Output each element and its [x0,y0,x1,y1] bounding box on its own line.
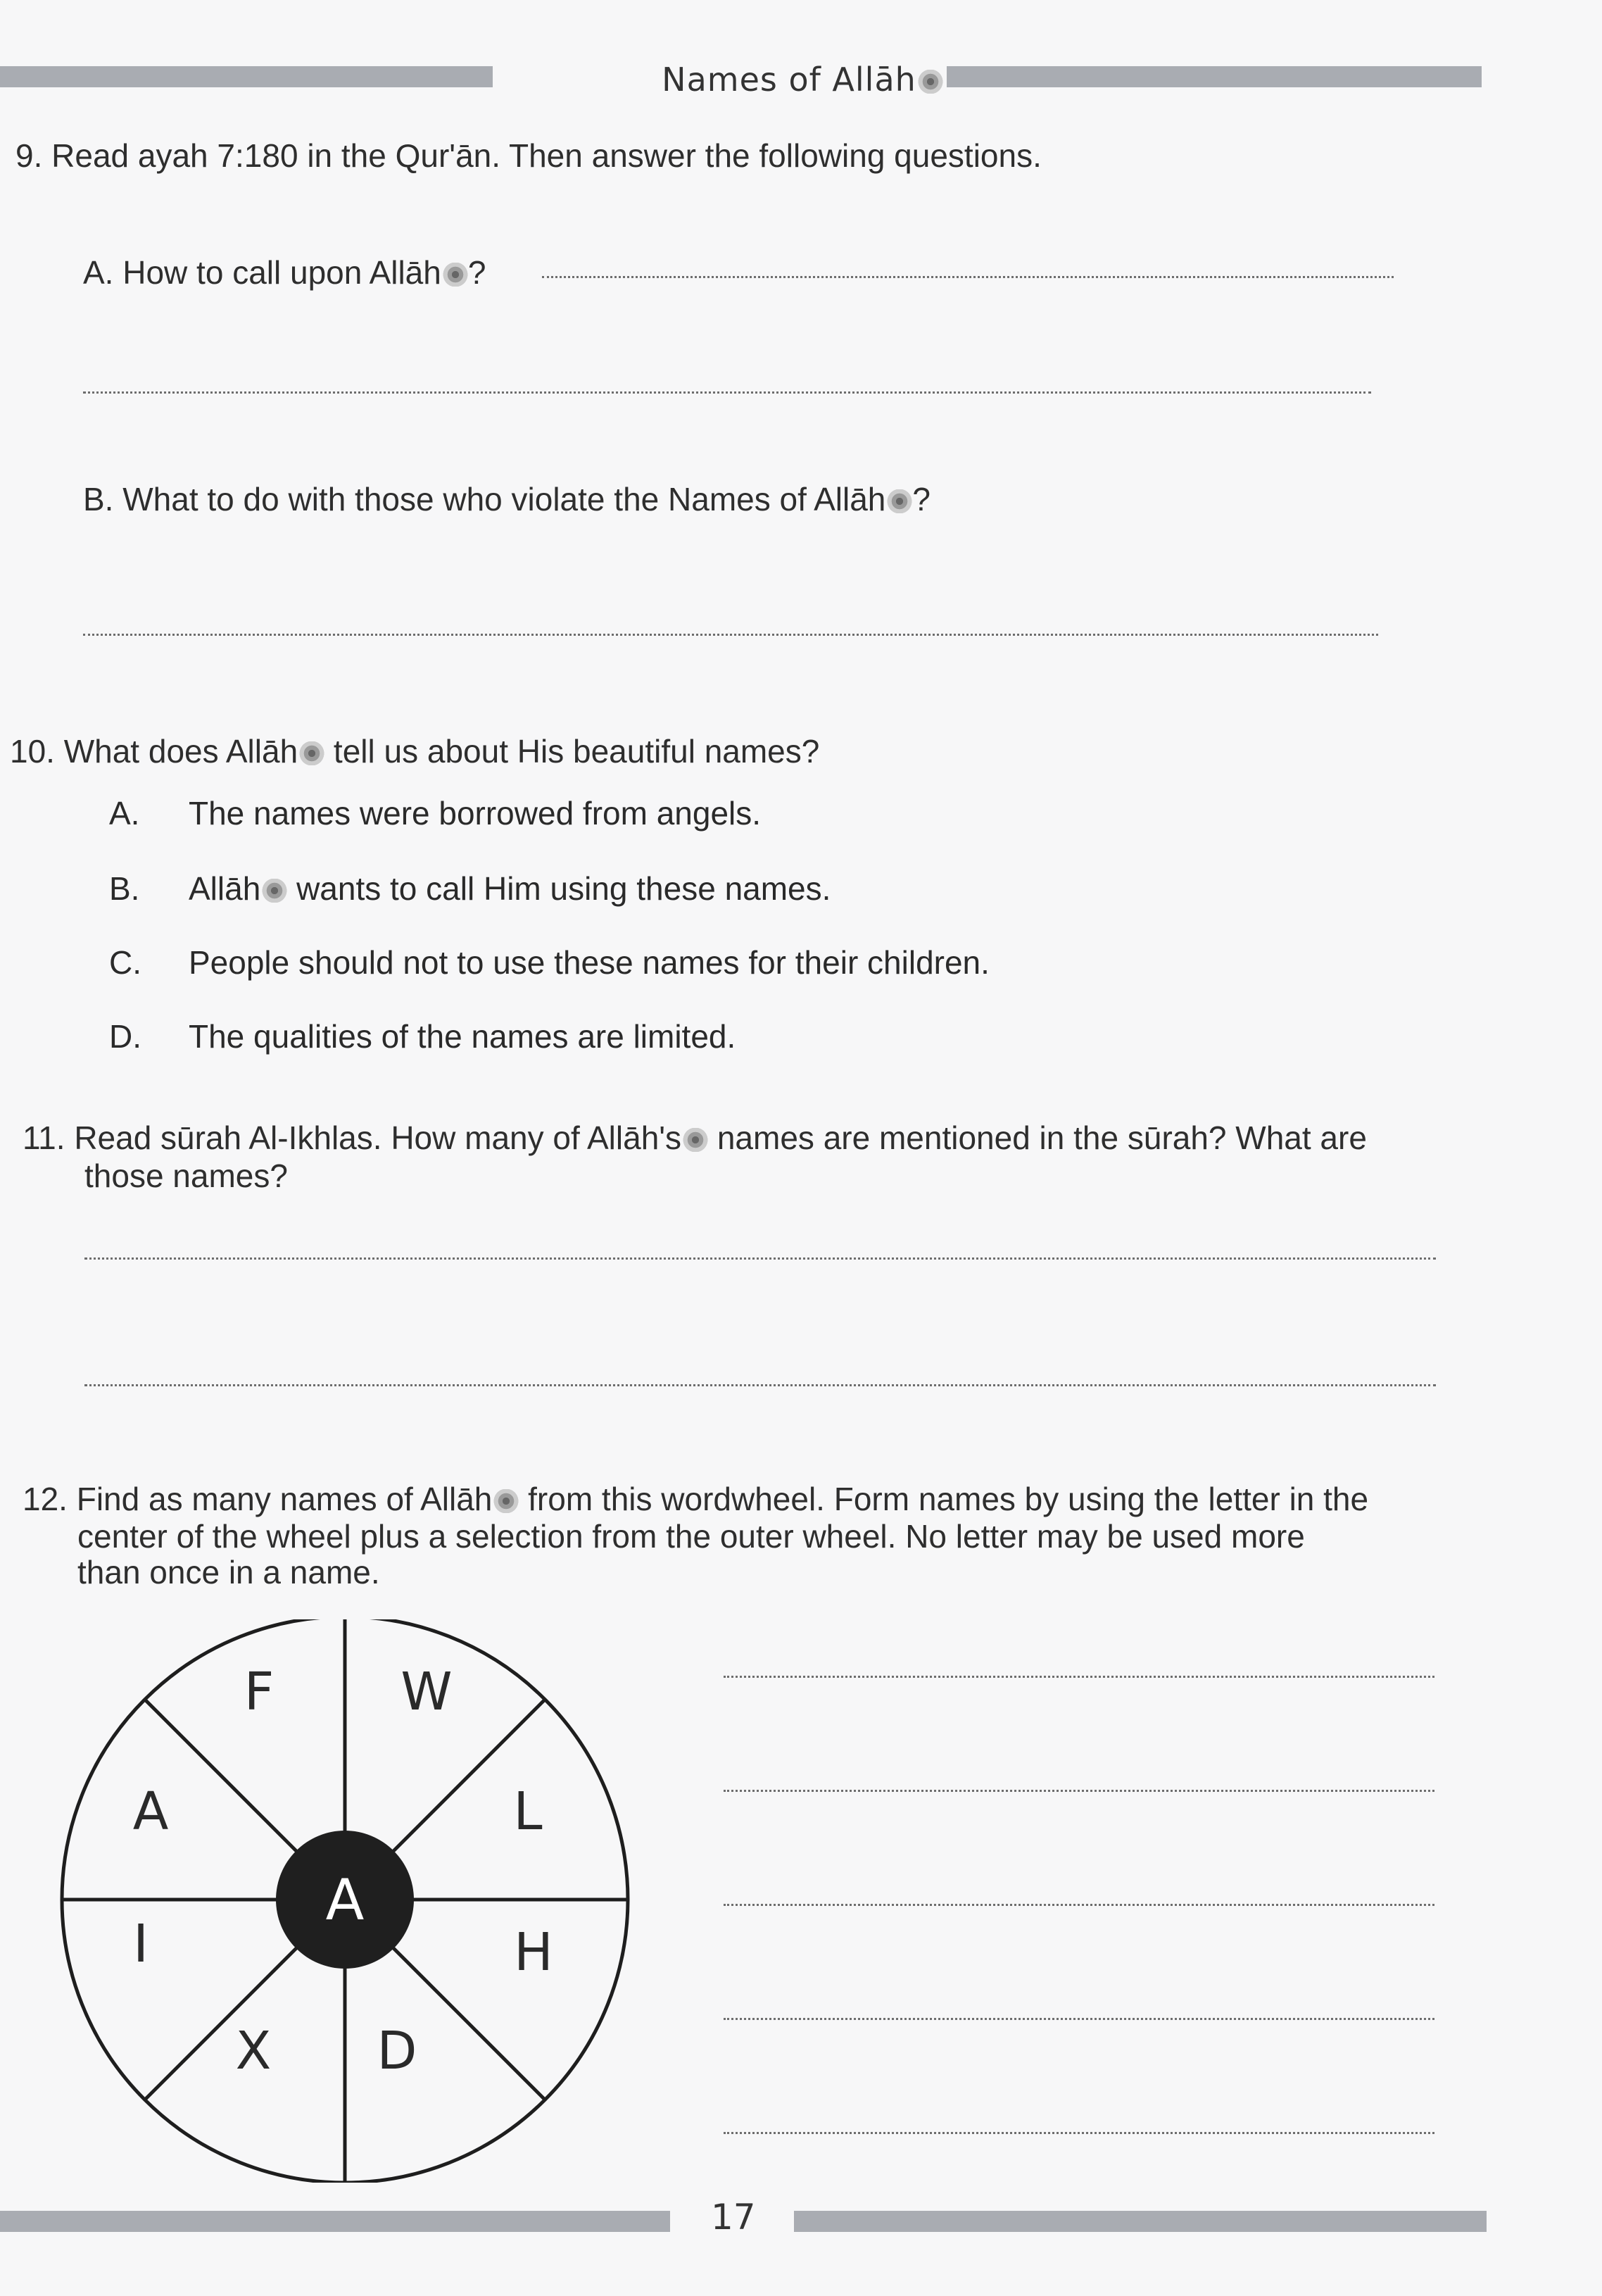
option-a-letter[interactable]: A. [109,795,140,832]
answer-line-12-2[interactable] [724,1790,1434,1792]
question-11-prompt-line2: those names? [84,1158,288,1194]
wheel-letter-i[interactable]: I [133,1914,149,1974]
header-bar-left [0,66,493,87]
answer-line-11-2[interactable] [84,1384,1436,1386]
question-9a-prompt: A. How to call upon Allāh ? [83,254,486,291]
honorific-seal-icon [683,1128,708,1152]
honorific-seal-icon [262,879,287,903]
answer-line-12-4[interactable] [724,2018,1434,2020]
page-title: Names of Allāh [493,61,1112,99]
question-9-prompt: 9. Read ayah 7:180 in the Qur'ān. Then answer the following questions. [15,137,1042,174]
option-c-text[interactable]: People should not to use these names for their children. [189,944,990,981]
question-11-prompt: 11. Read sūrah Al-Ikhlas. How many of Allāh's names are mentioned in the sūrah? What are [23,1119,1367,1156]
answer-line-9b[interactable] [83,634,1378,636]
option-a-text[interactable]: The names were borrowed from angels. [189,795,762,832]
answer-line-9a-1[interactable] [542,276,1394,278]
honorific-seal-icon [918,70,943,94]
answer-line-11-1[interactable] [84,1257,1436,1260]
question-12-prompt-line2: center of the wheel plus a selection from the outer wheel. No letter may be used more [77,1518,1305,1555]
wheel-letter-w[interactable]: W [400,1662,453,1722]
wheel-letter-h[interactable]: H [514,1922,553,1983]
answer-line-12-5[interactable] [724,2132,1434,2134]
page-number: 17 [711,2197,756,2238]
answer-line-9a-2[interactable] [83,391,1371,394]
option-c-letter[interactable]: C. [109,944,141,981]
answer-line-12-1[interactable] [724,1676,1434,1678]
option-d-text[interactable]: The qualities of the names are limited. [189,1018,736,1055]
wheel-letter-a[interactable]: A [132,1781,169,1842]
honorific-seal-icon [299,741,324,765]
option-d-letter[interactable]: D. [109,1018,141,1055]
question-12-prompt-line3: than once in a name. [77,1554,380,1591]
honorific-seal-icon [887,489,912,513]
question-9b-prompt: B. What to do with those who violate the Names of Allāh ? [83,481,931,517]
footer-bar-left [0,2211,670,2232]
wheel-letter-l[interactable]: L [513,1781,543,1842]
honorific-seal-icon [493,1489,519,1513]
wheel-letter-f[interactable]: F [244,1662,275,1722]
footer-bar-right [794,2211,1487,2232]
question-12-prompt: 12. Find as many names of Allāh from this wordwheel. Form names by using the letter in the [23,1481,1369,1517]
wheel-letter-d[interactable]: D [377,2021,417,2081]
question-10-prompt: 10. What does Allāh tell us about His beautiful names? [10,733,820,770]
wheel-center-letter[interactable]: A [325,1867,365,1933]
answer-line-12-3[interactable] [724,1904,1434,1906]
word-wheel [56,1619,648,2183]
wheel-letter-x[interactable]: X [235,2021,272,2081]
option-b-letter[interactable]: B. [109,870,140,907]
honorific-seal-icon [443,263,468,287]
option-b-text[interactable]: Allāh wants to call Him using these names. [189,870,831,907]
